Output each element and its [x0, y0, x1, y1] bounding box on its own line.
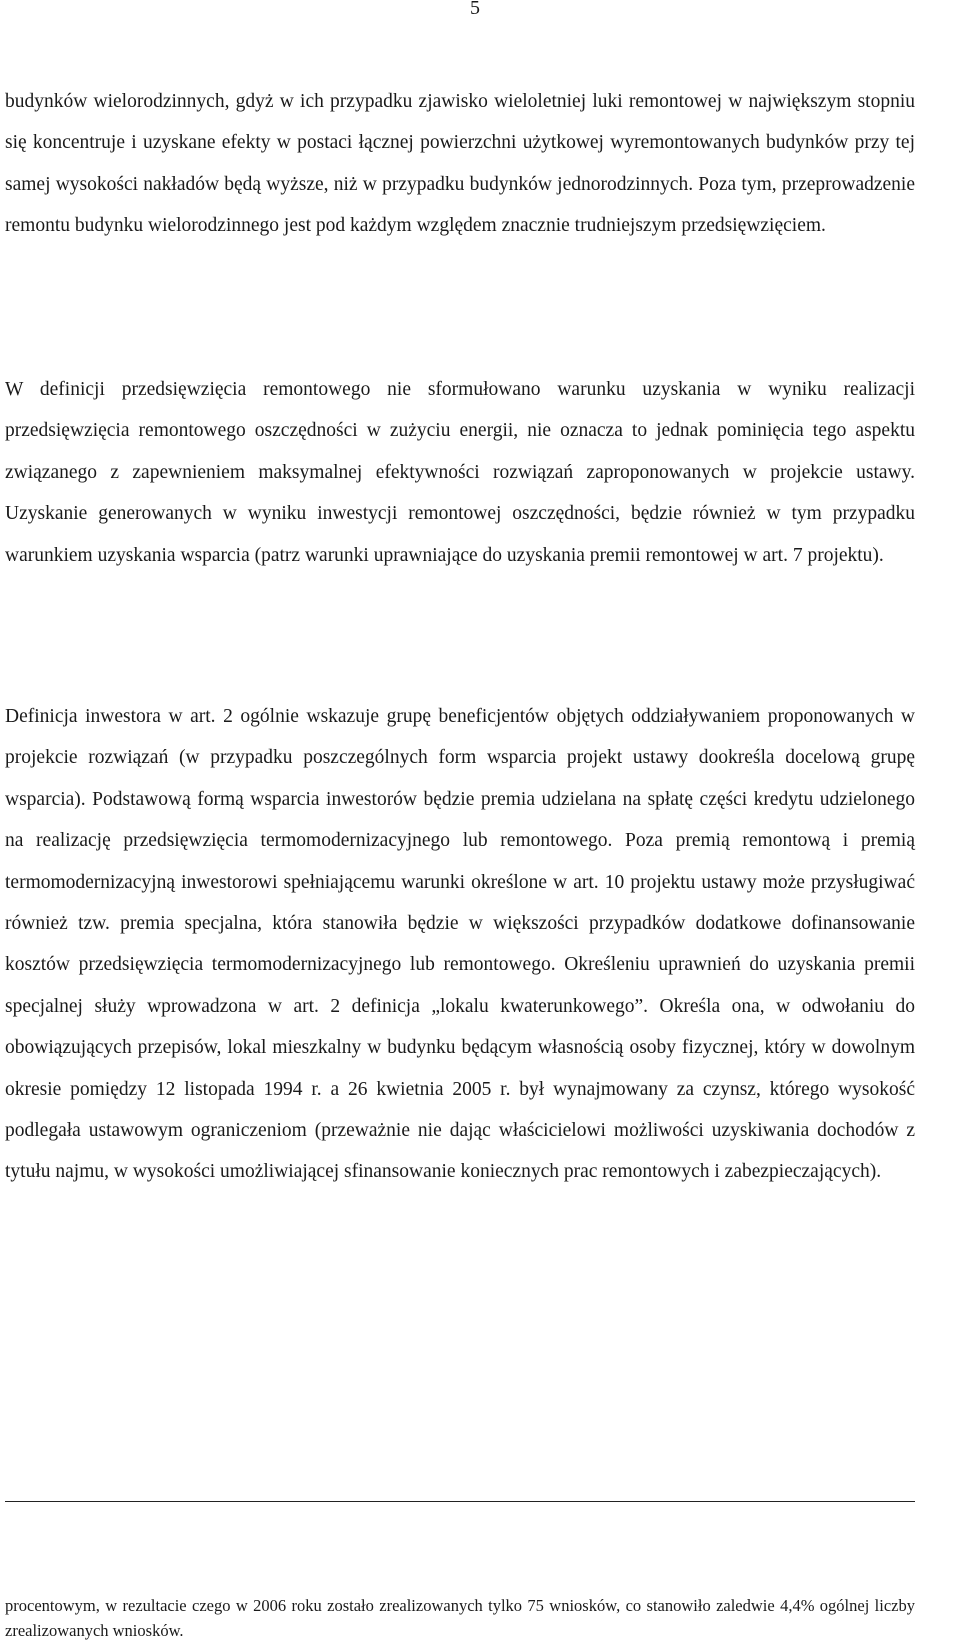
footnote-separator — [5, 1501, 915, 1502]
paragraph-renovation-definition: W definicji przedsięwzięcia remontowego nie sformułowano warunku uzyskania w wyniku realizacji przedsięwzięcia remontowego oszczędności w zużyciu energii, nie oznacza to jednak pominięcia tego aspektu związanego z zapewnieniem maksymalnej efektywności rozwiązań zaproponowanych w projekcie ustawy. Uzyskanie generowanych w wyniku inwestycji remontowej oszczędności, będzie również w tym przypadku warunkiem uzyskania wsparcia (patrz warunki uprawniające do uzyskania premii remontowej w art. 7 projektu). — [5, 379, 915, 566]
footnote-text: procentowym, w rezultacie czego w 2006 roku zostało zrealizowanych tylko 75 wniosków, co stanowiło zaledwie 4,4% ogólnej liczby zrealizowanych wniosków. — [5, 1596, 915, 1640]
paragraph-investor-definition: Definicja inwestora w art. 2 ogólnie wskazuje grupę beneficjentów objętych oddziaływaniem proponowanych w projekcie rozwiązań (w przypadku poszczególnych form wsparcia projekt ustawy dookreśla docelową grupę wsparcia). Podstawową formą wsparcia inwestorów będzie premia udzielana na spłatę części kredytu udzielonego na realizację przedsięwzięcia termomodernizacyjnego lub remontowego. Poza premią remontową i premią termomodernizacyjną inwestorowi spełniającemu warunki określone w art. 10 projektu ustawy może przysługiwać również tzw. premia specjalna, która stanowiła będzie w większości przypadków dodatkowe dofinansowanie kosztów przedsięwzięcia termomodernizacyjnego lub remontowego. Określeniu uprawnień do uzyskania premii specjalnej służy wprowadzona w art. 2 definicja „lokalu kwaterunkowego”. Określa ona, w odwołaniu do obowiązujących przepisów, lokal mieszkalny w budynku będącym własnością osoby fizycznej, który w dowolnym okresie pomiędzy 12 listopada 1994 r. a 26 kwietnia 2005 r. był wynajmowany za czynsz, którego wysokość podlegała ustawowym ograniczeniom (przeważnie nie dając właścicielowi możliwości uzyskiwania dochodów z tytułu najmu, w wysokości umożliwiającej sfinansowanie koniecznych prac remontowych i zabezpieczających). — [5, 706, 915, 1183]
page-number: 5 — [470, 0, 480, 19]
paragraph-multifamily-buildings: budynków wielorodzinnych, gdyż w ich przypadku zjawisko wieloletniej luki remontowej w największym stopniu się koncentruje i uzyskane efekty w postaci łącznej powierzchni użytkowej wyremontowanych budynków przy tej samej wysokości nakładów będą wyższe, niż w przypadku budynków jednorodzinnych. Poza tym, przeprowadzenie remontu budynku wielorodzinnego jest pod każdym względem znacznie trudniejszym przedsięwzięciem. — [5, 91, 915, 237]
